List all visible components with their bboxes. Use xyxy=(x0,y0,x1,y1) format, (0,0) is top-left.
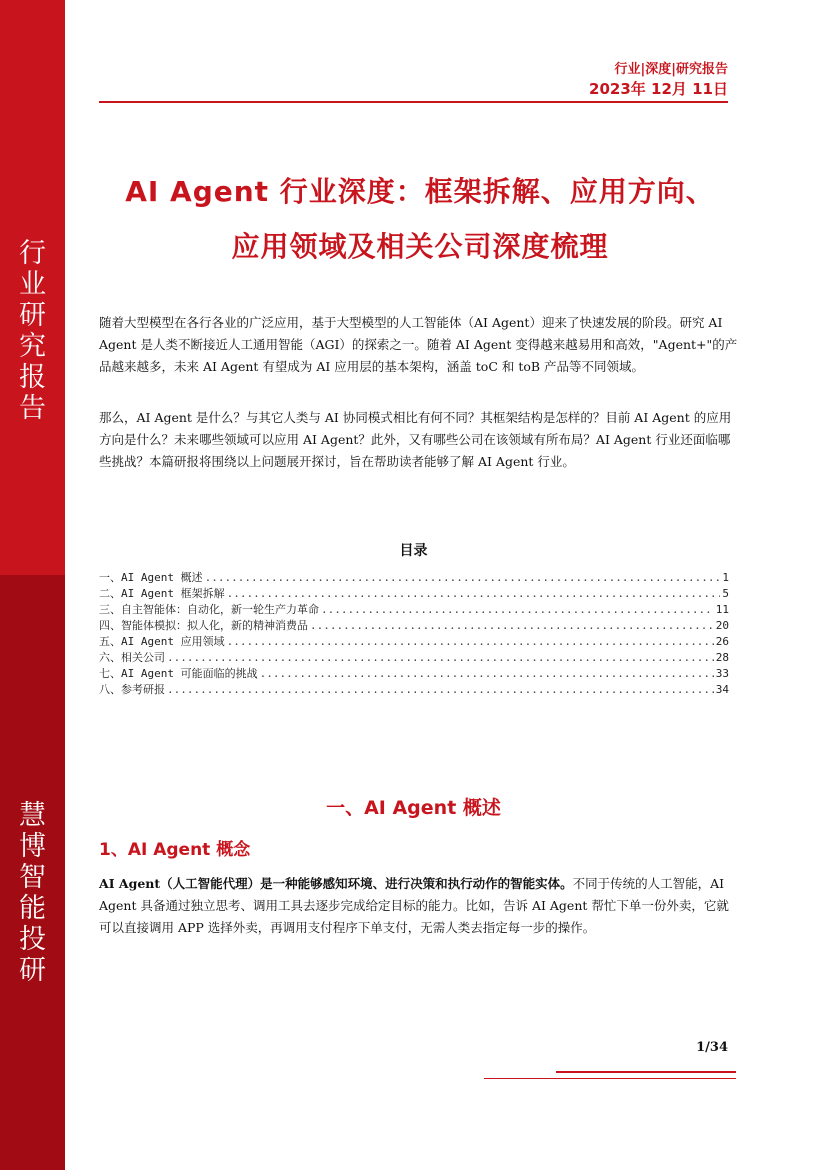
subsection-heading: 1、AI Agent 概念 xyxy=(99,840,251,860)
toc-title: 目录 xyxy=(399,543,428,559)
toc-item[interactable]: 三、自主智能体：自动化，新一轮生产力革命 ..... 11 xyxy=(99,601,729,617)
toc-item[interactable]: 六、相关公司 ..... 28 xyxy=(99,649,729,665)
toc-item[interactable]: 八、参考研报 ..... 34 xyxy=(99,681,729,697)
table-of-contents xyxy=(99,569,729,697)
report-date: 2023年 12月 11日 xyxy=(589,80,728,98)
sidebar-brand-label: 慧 博 智 能 投 研 xyxy=(19,800,46,986)
page-title-line-1: AI Agent 行业深度：框架拆解、应用方向、 xyxy=(125,175,715,208)
page-title-line-2: 应用领域及相关公司深度梳理 xyxy=(231,230,609,263)
intro-paragraph-2: 那么，AI Agent 是什么？与其它人类与 AI 协同模式相比有何不同？其框架结构是怎样的？目前 AI Agent 的应用方向是什么？未来哪些领域可以应用 AI Agent？此外，又有哪些公司在该领域有所布局？AI Agent 行业还面临哪些挑战？本篇研报将围绕以上问题展开探讨，旨在帮助读者能够了解 AI Agent 行业。 xyxy=(99,410,732,469)
report-type-label: 行业|深度|研究报告 xyxy=(614,62,728,77)
toc-item[interactable]: 二、AI Agent 框架拆解 ..... 5 xyxy=(99,585,729,601)
sidebar-report-label: 行 业 研 究 报 告 xyxy=(19,238,46,424)
footer-divider-thin xyxy=(484,1078,736,1079)
footer-divider xyxy=(556,1071,736,1073)
sidebar xyxy=(0,0,65,1170)
toc-item[interactable]: 七、AI Agent 可能面临的挑战 ..... 33 xyxy=(99,665,729,681)
header-divider xyxy=(99,101,728,103)
toc-item[interactable]: 五、AI Agent 应用领域 ..... 26 xyxy=(99,633,729,649)
toc-item[interactable]: 四、智能体模拟：拟人化，新的精神消费品 ..... 20 xyxy=(99,617,729,633)
section-heading: 一、AI Agent 概述 xyxy=(326,797,501,819)
concept-body: 不同于传统的人工智能，AI Agent 具备通过独立思考、调用工具去逐步完成给定目标的能力。比如，告诉 AI Agent 帮忙下单一份外卖，它就可以直接调用 APP 选择外卖，再调用支付程序下单支付，无需人类去指定每一步的操作。 xyxy=(99,876,729,935)
concept-bold-lead: AI Agent（人工智能代理）是一种能够感知环境、进行决策和执行动作的智能实体。 xyxy=(99,876,573,891)
intro-paragraph-1: 随着大型模型在各行各业的广泛应用，基于大型模型的人工智能体（AI Agent）迎来了快速发展的阶段。研究 AI Agent 是人类不断接近人工通用智能（AGI）的探索之一。随着 AI Agent 变得越来越易用和高效，"Agent+"的产品越来越多，未来 AI Agent 有望成为 AI 应用层的基本架构，涵盖 toC 和 toB 产品等不同领域。 xyxy=(99,315,738,374)
page-number: 1/34 xyxy=(696,1040,728,1055)
toc-item[interactable]: 一、AI Agent 概述 ..... 1 xyxy=(99,569,729,585)
concept-paragraph xyxy=(99,873,741,939)
